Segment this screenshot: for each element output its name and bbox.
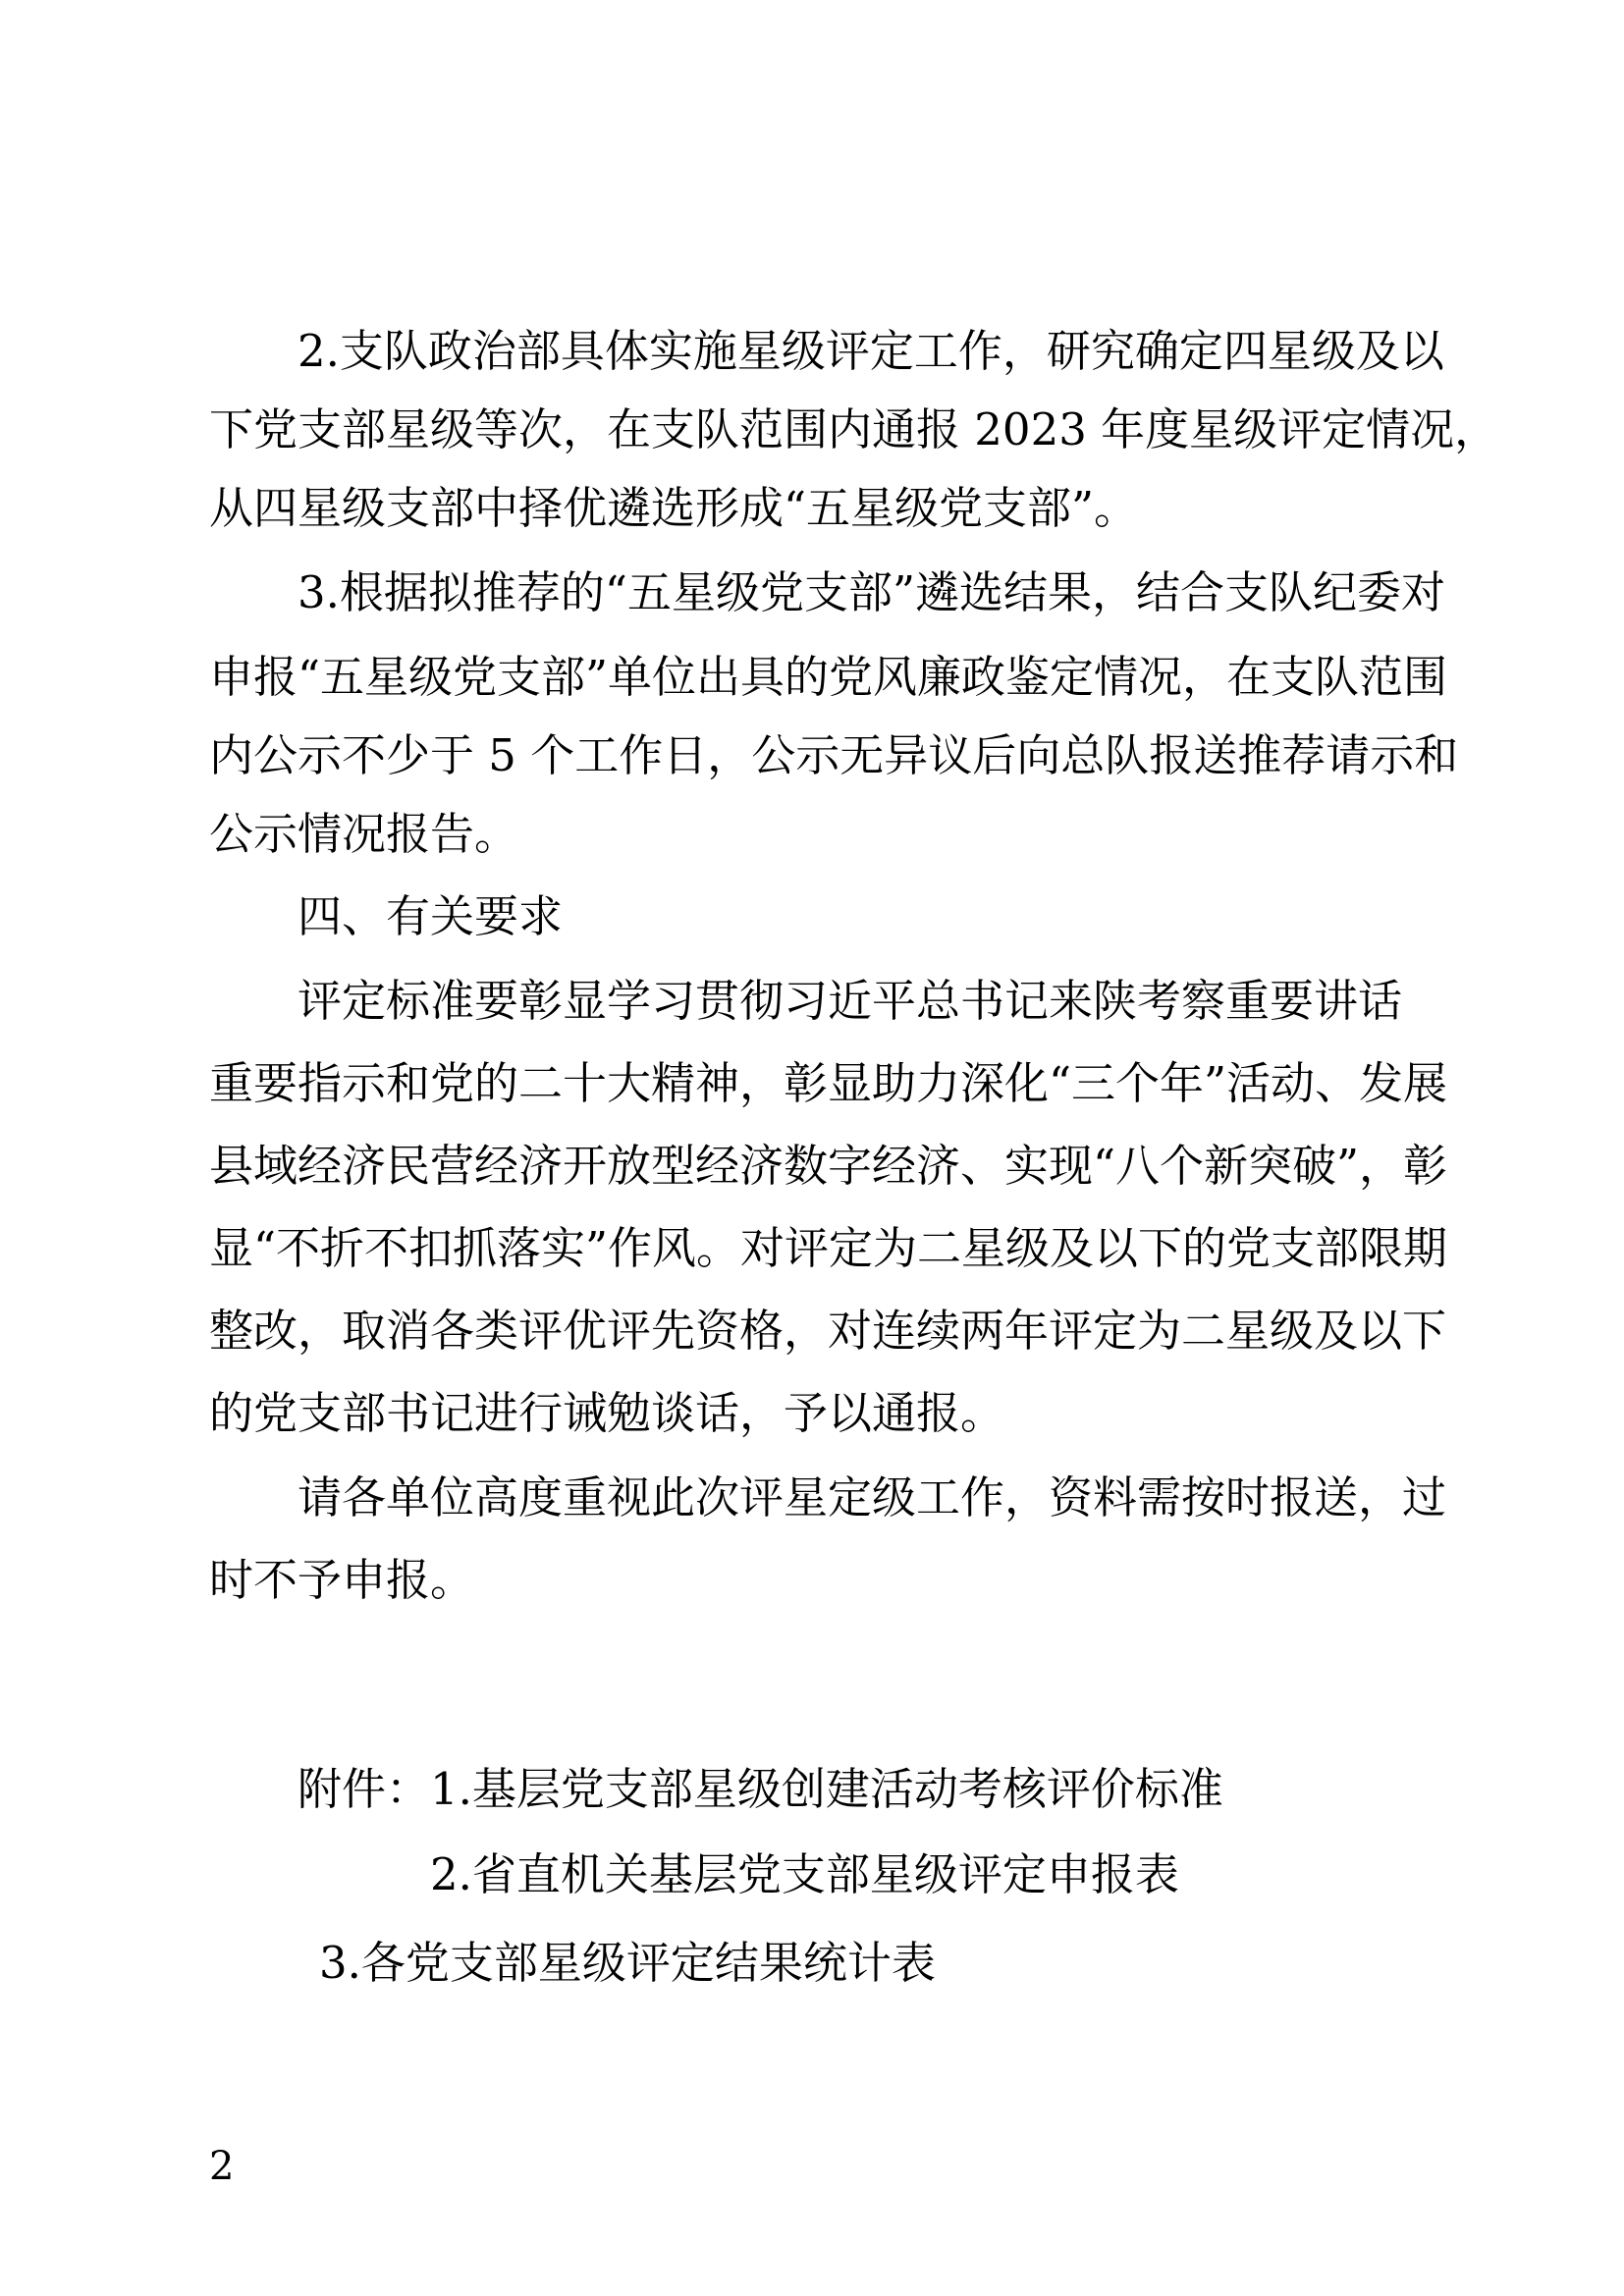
paragraph-line: 评定标准要彰显学习贯彻习近平总书记来陕考察重要讲话 (298, 975, 1403, 1027)
paragraph-line: 申报“五星级党支部”单位出具的党风廉政鉴定情况，在支队范围 (209, 651, 1448, 703)
attachments-label: 附件： (298, 1763, 431, 1815)
page-number: 2 (209, 2144, 235, 2189)
paragraph-line: 3.根据拟推荐的“五星级党支部”遴选结果，结合支队纪委对 (298, 566, 1445, 618)
attachment-item: 3.各党支部星级评定结果统计表 (319, 1937, 936, 1989)
paragraph-line: 整改，取消各类评优评先资格，对连续两年评定为二星级及以下 (209, 1305, 1447, 1357)
paragraph-line: 从四星级支部中择优遴选形成“五星级党支部”。 (209, 482, 1139, 534)
attachment-item: 1.基层党支部星级创建活动考核评价标准 (430, 1763, 1223, 1815)
paragraph-line: 县域经济民营经济开放型经济数字经济、实现“八个新突破”，彰 (209, 1140, 1448, 1192)
paragraph-line: 下党支部星级等次，在支队范围内通报 2023 年度星级评定情况， (209, 403, 1499, 455)
paragraph-line: 时不予申报。 (209, 1554, 475, 1606)
paragraph-line: 2.支队政治部具体实施星级评定工作，研究确定四星级及以 (298, 325, 1444, 377)
paragraph-line: 请各单位高度重视此次评星定级工作，资料需按时报送，过 (298, 1471, 1447, 1523)
paragraph-line: 公示情况报告。 (209, 808, 519, 860)
paragraph-line: 重要指示和党的二十大精神，彰显助力深化“三个年”活动、发展 (209, 1057, 1448, 1109)
paragraph-line: 显“不折不扣抓落实”作风。对评定为二星级及以下的党支部限期 (209, 1222, 1448, 1274)
paragraph-line: 内公示不少于 5 个工作日，公示无异议后向总队报送推荐请示和 (209, 729, 1459, 781)
attachment-item: 2.省直机关基层党支部星级评定申报表 (430, 1848, 1179, 1900)
section-heading: 四、有关要求 (298, 890, 564, 942)
paragraph-line: 的党支部书记进行诫勉谈话，予以通报。 (209, 1387, 1005, 1439)
